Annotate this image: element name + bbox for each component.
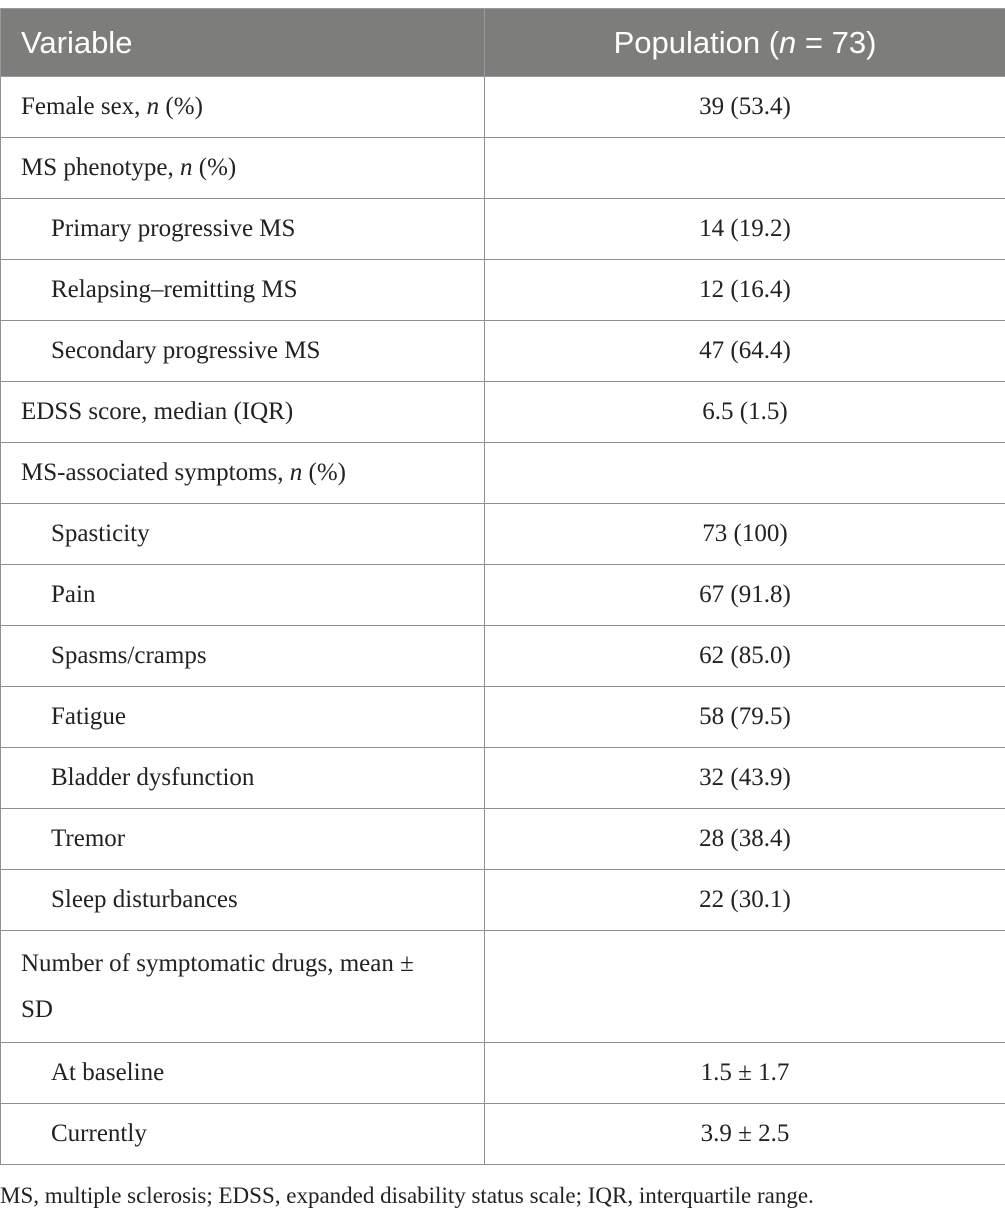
- table-row: [1, 748, 1005, 809]
- table-row: [1, 1043, 1005, 1104]
- row-label: Spasms/cramps: [1, 626, 485, 687]
- row-label: Number of symptomatic drugs, mean ± SD: [1, 931, 485, 1043]
- header-population: Population (n = 73): [485, 9, 1005, 77]
- row-label: Female sex, n (%): [1, 77, 485, 138]
- table-row: [1, 443, 1005, 504]
- row-value: 58 (79.5): [485, 687, 1005, 748]
- table-row: [1, 504, 1005, 565]
- row-label: Tremor: [1, 809, 485, 870]
- row-value: 12 (16.4): [485, 260, 1005, 321]
- table-row: [1, 199, 1005, 260]
- row-label: MS phenotype, n (%): [1, 138, 485, 199]
- table-row: [1, 931, 1005, 1043]
- row-value: [485, 138, 1005, 199]
- header-variable: Variable: [1, 9, 485, 77]
- row-label: EDSS score, median (IQR): [1, 382, 485, 443]
- row-value: 22 (30.1): [485, 870, 1005, 931]
- row-value: [485, 931, 1005, 1043]
- row-value: 14 (19.2): [485, 199, 1005, 260]
- row-value: 1.5 ± 1.7: [485, 1043, 1005, 1104]
- table-row: [1, 626, 1005, 687]
- table-header-row: [1, 9, 1005, 77]
- row-value: 6.5 (1.5): [485, 382, 1005, 443]
- row-value: 62 (85.0): [485, 626, 1005, 687]
- table-row: [1, 565, 1005, 626]
- row-value: 28 (38.4): [485, 809, 1005, 870]
- table-row: [1, 1104, 1005, 1165]
- row-label: At baseline: [1, 1043, 485, 1104]
- row-label: Secondary progressive MS: [1, 321, 485, 382]
- table-row: [1, 138, 1005, 199]
- row-label: Fatigue: [1, 687, 485, 748]
- row-value: 32 (43.9): [485, 748, 1005, 809]
- row-label: Relapsing–remitting MS: [1, 260, 485, 321]
- row-value: 73 (100): [485, 504, 1005, 565]
- row-label: Bladder dysfunction: [1, 748, 485, 809]
- row-label: Pain: [1, 565, 485, 626]
- table-row: [1, 260, 1005, 321]
- table-row: [1, 687, 1005, 748]
- row-label: Currently: [1, 1104, 485, 1165]
- table-row: [1, 870, 1005, 931]
- row-label: Sleep disturbances: [1, 870, 485, 931]
- row-value: 47 (64.4): [485, 321, 1005, 382]
- table-row: [1, 321, 1005, 382]
- row-value: 67 (91.8): [485, 565, 1005, 626]
- characteristics-table: [0, 8, 1005, 1165]
- row-label: Primary progressive MS: [1, 199, 485, 260]
- table-row: [1, 77, 1005, 138]
- row-value: [485, 443, 1005, 504]
- row-label: MS-associated symptoms, n (%): [1, 443, 485, 504]
- row-value: 39 (53.4): [485, 77, 1005, 138]
- row-label: Spasticity: [1, 504, 485, 565]
- table-footnote: MS, multiple sclerosis; EDSS, expanded disability status scale; IQR, interquartile range.: [0, 1183, 814, 1208]
- table-row: [1, 382, 1005, 443]
- table-row: [1, 809, 1005, 870]
- row-value: 3.9 ± 2.5: [485, 1104, 1005, 1165]
